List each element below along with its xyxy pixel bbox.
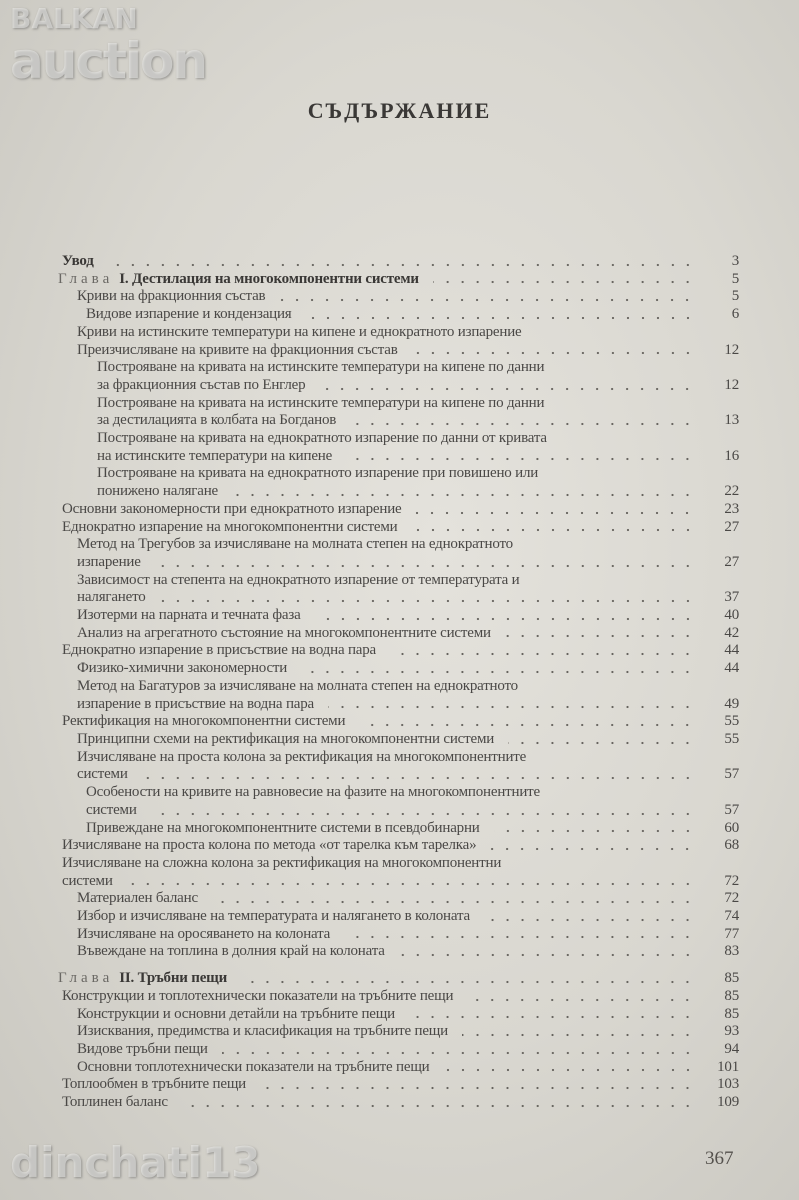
toc-entry-text: Физико-химични закономерности — [77, 660, 288, 677]
toc-entry — [0, 1094, 799, 1112]
dot-leader — [260, 1086, 695, 1090]
toc-entry — [0, 625, 799, 643]
toc-entry — [0, 713, 799, 731]
toc-entry — [0, 324, 799, 342]
toc-entry-text: системи — [77, 766, 128, 783]
toc-entry-text: Построяване на кривата на еднократното изпарение по данни от кривата — [97, 430, 547, 447]
dot-leader — [444, 1068, 695, 1072]
toc-entry-text: изпарение — [77, 553, 141, 570]
dot-leader — [315, 617, 695, 621]
toc-page-number: 5 — [731, 270, 739, 287]
dot-leader — [182, 1104, 695, 1108]
toc-page-number: 72 — [724, 872, 739, 889]
toc-entry-text: системи — [62, 872, 113, 889]
dot-leader — [412, 351, 695, 355]
toc-entry-text: Изисквания, предимства и класификация на тръбните пещи — [77, 1023, 448, 1040]
chapter-prefix: Глава — [58, 270, 114, 287]
toc-entry — [0, 607, 799, 625]
toc-entry-text: Видове тръбни пещи — [77, 1040, 208, 1057]
toc-page-number: 60 — [724, 819, 739, 836]
toc-entry — [0, 908, 799, 926]
dot-leader — [344, 935, 695, 939]
watermark-balkan: BALKAN — [10, 2, 138, 35]
dot-leader — [505, 634, 695, 638]
dot-leader — [494, 829, 695, 833]
toc-page-number: 42 — [724, 624, 739, 641]
dot-leader — [328, 705, 695, 709]
toc-page-number: 5 — [731, 288, 739, 305]
toc-page-number: 85 — [724, 987, 739, 1004]
toc-page-number: 12 — [724, 341, 739, 358]
toc-entry-text: Топлинен баланс — [62, 1094, 168, 1111]
dot-leader — [467, 998, 695, 1002]
toc-entry — [0, 306, 799, 324]
table-of-contents — [0, 253, 799, 1112]
toc-page-number: 103 — [717, 1076, 739, 1093]
dot-leader — [490, 847, 695, 851]
toc-entry — [0, 342, 799, 360]
dot-leader — [319, 387, 695, 391]
dot-leader — [390, 652, 695, 656]
toc-entry — [0, 820, 799, 838]
toc-entry — [0, 1076, 799, 1094]
toc-entry — [0, 465, 799, 500]
watermark-user: dinchati13 — [10, 1138, 261, 1187]
toc-page-number: 13 — [724, 412, 739, 429]
toc-page-number: 109 — [717, 1094, 739, 1111]
toc-entry-text: Еднократно изпарение на многокомпонентни системи — [62, 518, 398, 535]
dot-leader — [301, 670, 695, 674]
toc-page-number: 55 — [724, 713, 739, 730]
dot-leader — [160, 599, 695, 603]
dot-leader — [462, 1033, 695, 1037]
toc-page-number: 94 — [724, 1040, 739, 1057]
toc-page-number: 93 — [724, 1023, 739, 1040]
dot-leader — [306, 316, 695, 320]
toc-page-number: 72 — [724, 890, 739, 907]
toc-page-number: 27 — [724, 553, 739, 570]
toc-entry-text: II. Тръбни пещи — [119, 970, 228, 987]
dot-leader — [359, 723, 695, 727]
toc-page-number: 40 — [724, 607, 739, 624]
dot-leader — [241, 980, 695, 984]
dot-leader — [127, 882, 695, 886]
toc-entry — [0, 271, 799, 289]
toc-entry — [0, 253, 799, 271]
toc-entry-text: Конструкции и топлотехнически показатели на тръбните пещи — [62, 987, 454, 1004]
toc-entry — [0, 501, 799, 519]
dot-leader — [399, 953, 695, 957]
toc-entry-text: I. Дестилация на многокомпонентни системи — [119, 270, 419, 287]
toc-page-number: 57 — [724, 766, 739, 783]
toc-entry-text: Избор и изчисляване на температурата и налягането в колоната — [77, 908, 470, 925]
toc-page-number: 22 — [724, 483, 739, 500]
toc-entry-text: за дестилацията в колбата на Богданов — [97, 412, 337, 429]
toc-page-number: 74 — [724, 908, 739, 925]
toc-entry — [0, 430, 799, 465]
toc-entry — [0, 288, 799, 306]
toc-page-number: 12 — [724, 376, 739, 393]
dot-leader — [108, 263, 695, 267]
toc-entry-text: Метод на Трегубов за изчисляване на молната степен на еднократното — [77, 536, 513, 553]
toc-entry — [0, 988, 799, 1006]
chapter-prefix: Глава — [58, 970, 114, 987]
toc-page-number: 68 — [724, 837, 739, 854]
toc-entry-text: Криви на фракционния състав — [77, 288, 266, 305]
toc-entry — [0, 536, 799, 571]
toc-entry-text: Въвеждане на топлина в долния край на колоната — [77, 943, 385, 960]
toc-entry — [0, 970, 799, 988]
toc-entry — [0, 855, 799, 890]
dot-leader — [508, 741, 695, 745]
toc-entry — [0, 572, 799, 607]
toc-page-number: 37 — [724, 589, 739, 606]
toc-entry-text: системи — [86, 801, 137, 818]
watermark-auction: auction — [10, 32, 206, 90]
toc-entry-text: Изчисляване на сложна колона за ректификация на многокомпонентни — [62, 854, 502, 871]
page-title: СЪДЪРЖАНИЕ — [307, 98, 492, 123]
dot-leader — [151, 812, 695, 816]
toc-entry-text: Привеждане на многокомпонентните системи в псевдобинарни — [86, 819, 480, 836]
toc-entry-text: Принципни схеми на ректификация на многокомпонентни системи — [77, 730, 495, 747]
toc-entry-text: Еднократно изпарение в присъствие на водна пара — [62, 642, 376, 659]
toc-page-number: 49 — [724, 695, 739, 712]
toc-entry-text: Метод на Багатуров за изчисляване на молната степен на еднократното — [77, 677, 518, 694]
toc-entry — [0, 1041, 799, 1059]
toc-page-number: 77 — [724, 925, 739, 942]
toc-entry-text: Преизчисляване на кривите на фракционния състав — [77, 341, 398, 358]
toc-entry-text: Построяване на кривата на истинските температури на кипене по данни — [97, 359, 545, 376]
toc-entry-text: за фракционния състав по Енглер — [97, 376, 306, 393]
dot-leader — [212, 900, 695, 904]
toc-entry — [0, 890, 799, 908]
toc-entry — [0, 519, 799, 537]
toc-entry — [0, 943, 799, 961]
toc-page-number: 83 — [724, 943, 739, 960]
toc-entry-text: Изотерми на парната и течната фаза — [77, 607, 301, 624]
dot-leader — [409, 1015, 695, 1019]
dot-leader — [279, 298, 695, 302]
toc-entry-text: на истинските температури на кипене — [97, 447, 333, 464]
toc-entry — [0, 784, 799, 819]
toc-page-number: 16 — [724, 447, 739, 464]
toc-entry — [0, 359, 799, 394]
dot-leader — [155, 564, 695, 568]
toc-entry-text: Анализ на агрегатното състояние на многокомпонентните системи — [77, 624, 491, 641]
toc-page-number: 27 — [724, 518, 739, 535]
dot-leader — [412, 528, 695, 532]
toc-entry-text: Материален баланс — [77, 890, 198, 907]
toc-entry-text: понижено налягане — [97, 483, 218, 500]
dot-leader — [350, 422, 695, 426]
toc-entry — [0, 1023, 799, 1041]
toc-page-number: 85 — [724, 970, 739, 987]
toc-page-number: 6 — [731, 306, 739, 323]
toc-page-number: 101 — [717, 1058, 739, 1075]
dot-leader — [415, 511, 695, 515]
toc-page-number: 23 — [724, 500, 739, 517]
toc-entry-text: Изчисляване на проста колона за ректификация на многокомпонентните — [77, 748, 527, 765]
toc-entry — [0, 926, 799, 944]
dot-leader — [484, 918, 695, 922]
toc-entry-text: Особености на кривите на равновесие на фазите на многокомпонентните — [86, 784, 540, 801]
toc-page-number: 44 — [724, 660, 739, 677]
page-number: 367 — [705, 1148, 734, 1169]
toc-entry — [0, 1059, 799, 1077]
toc-entry — [0, 642, 799, 660]
dot-leader — [232, 493, 695, 497]
toc-entry-text: Увод — [62, 253, 94, 269]
dot-leader — [346, 457, 695, 461]
toc-page-number: 57 — [724, 801, 739, 818]
toc-entry — [0, 749, 799, 784]
toc-entry-text: Топлообмен в тръбните пещи — [62, 1076, 246, 1093]
toc-entry — [0, 731, 799, 749]
toc-entry-text: Изчисляване на оросяването на колоната — [77, 925, 331, 942]
dot-leader — [142, 776, 695, 780]
toc-entry — [0, 395, 799, 430]
toc-entry-text: Ректификация на многокомпонентни системи — [62, 713, 346, 730]
toc-entry-text: Видове изпарение и кондензация — [86, 306, 292, 323]
toc-entry — [0, 837, 799, 855]
toc-entry — [0, 1006, 799, 1024]
dot-leader — [222, 1051, 695, 1055]
toc-entry — [0, 678, 799, 713]
toc-entry-text: Зависимост на степента на еднократното изпарение от температурата и — [77, 571, 520, 588]
toc-page-number: 3 — [731, 253, 739, 269]
toc-entry-text: Построяване на кривата на еднократното изпарение при повишено или — [97, 465, 539, 482]
toc-entry-text: Построяване на кривата на истинските температури на кипене по данни — [97, 394, 545, 411]
toc-page-number: 85 — [724, 1005, 739, 1022]
toc-entry-text: изпарение в присъствие на водна пара — [77, 695, 314, 712]
toc-entry-text: Криви на истинските температури на кипене и еднократното изпарение — [77, 323, 522, 340]
toc-entry-text: Основни закономерности при еднократното изпарение — [62, 500, 402, 517]
toc-entry-text: налягането — [77, 589, 146, 606]
dot-leader — [433, 280, 695, 284]
toc-entry-text: Конструкции и основни детайли на тръбните пещи — [77, 1005, 395, 1022]
toc-entry-text: Изчисляване на проста колона по метода «от тарелка към тарелка» — [62, 837, 477, 854]
toc-page-number: 55 — [724, 730, 739, 747]
toc-entry-text: Основни топлотехнически показатели на тръбните пещи — [77, 1058, 430, 1075]
toc-page-number: 44 — [724, 642, 739, 659]
toc-entry — [0, 660, 799, 678]
